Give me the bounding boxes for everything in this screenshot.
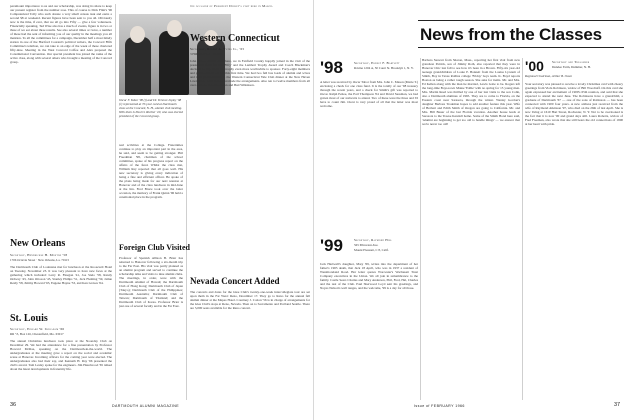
person-head: [167, 20, 182, 37]
footer-left: DARTMOUTH ALUMNI MAGAZINE: [112, 404, 180, 408]
nevada-body: The concerts and dates for the Glee Club's twenty-one-week intercollegiate tour are set upon them in the Far West: Reno, December 17. They go to Reno for the annual fall alumni dinner at the Mapes Hotel. Courtney J. Cotton '56 is in charge of arrangements for the Glee Club's stops at Reno, Nevada. Then on to Sacramento and Portland Seattle. There are 5,000 seats available for the Reno concert.: [190, 290, 310, 310]
new-orleans-heading: New Orleans: [10, 238, 66, 249]
class-99-city: Mount Pleasant, C 8, Calif.: [354, 248, 389, 252]
person-head: [130, 26, 145, 43]
photo-caption: Oscar F. Tabor '98 (l) and Dr. Terence Lipley '98 (r) represented at 70-year card at Dartmouth class at the Concord, N. H., alumni club meeting. With them is Paul O. Richter '20, who was elected president of the Concord group.: [119, 98, 183, 118]
class-99-body: Jack Hartwell's daughter, Mary '69, writes into the department of her father's 1965 death, that Jack 18 April, who was in 1937 a resident of Westmoreland Road. Her letter quotes Worcester's Wachusett Trust Company executives in the Union. We all join in remembrance to the family. Castle Sears Charles and Mary Anderson, Phil, Fred, Hal, Charles and the rest of the Club. Paul Sherwood Loyd sent his greetings, and Noyes Nelson's well ranges, and the welcome, '99 is a day for all those.: [320, 262, 418, 290]
new-orleans-address: 1706 Octavia Street · New Orleans, La. 70115: [10, 258, 70, 262]
col2-text: real activities at the College. Fraternities continue to play an important part in the area, he said, and seem to be getting stronger. Phil Freedman '98, chairman of the school committee, spoke of his progress report on the affairs of the fund. Whilst the class met, William Ray reported that all goes well. His new secretary is giving every indication of being a fine and efficient officer. He spoke of the plans being made for our next reunion at Hanover and of the class luncheon in mid-June at the Inn. Fred Bruce took over the latter occasion, the memory of Frank Quinn '96 held a ceremonial place in the program.: [119, 143, 183, 199]
page-number-left: 36: [10, 402, 17, 408]
western-connecticut-secretary: Secretary, Robert A. Yates Jr., '65: [190, 47, 245, 51]
st-louis-secretary: Secretary, Edward W. Ingraham '66: [10, 327, 65, 331]
st-louis-address: RR "Z, Box 126, Chesterfield, Mo. 63017: [10, 332, 64, 336]
st-louis-body: The annual Christmas luncheon took place at the Noonday Club on December 29. We had the attendance for a fine presentation by Professor Howard McRae, speaking on the Dartmouth-in-the-world. The undergraduates at the meeting gave a report on the social and academic scene at Hanover. Incoming officers for the coming year were elected. The undergraduates also had their say, and Kenneth H. Ray '66 presented the club's award. Tom Lesley spoke for the engineers. Jim Hazelwood '65 talked about the latest developments in fraternity life.: [10, 339, 112, 371]
class-98-year: '98: [320, 58, 343, 77]
footer-right: Issue of FEBRUARY 1966: [414, 404, 465, 408]
western-connecticut-address: 3 Hillside Road · Weston: [190, 52, 223, 56]
presidential-note: the occasion of President Dickey's visit here in March.: [190, 4, 274, 8]
column-divider: [420, 58, 421, 400]
class-00-agent: Regional Chairman, Arthur B. Owen: [525, 74, 573, 78]
person-figure: [125, 37, 151, 95]
western-connecticut-body: John fellow alumni elsewhere, we in Fairfield County happily joined in the visit of the president's fund for the 'Fifty' and the Lambert Trophy Award and Coach Blackman's decision to stay made the trophy even more worthwhile to sponsor. Forty-eight members and guests turned out for this first time. We had two full bus loads of alumni and wives and their grandchildren to the Western Connecticut Yale Club dinner at the New Haven Lawn Club. John Holms '54 made the arrangements. Also ten to twelve members from all over came to Bob Blackman and Bud Wilkinson.: [190, 59, 310, 87]
nevada-heading: Nevada Concert Added: [190, 276, 280, 286]
class-00-secretary: Secretary and Treasurer: [552, 60, 590, 64]
class-98-secretary: Secretary, Ernest F. Bartlett: [354, 61, 400, 65]
right-page: [314, 0, 628, 420]
class-00-address: Dundee Farm, Dummer, N. H.: [552, 65, 591, 69]
column-divider: [522, 58, 523, 400]
foreign-club-heading: Foreign Club Visited: [119, 243, 190, 252]
person-figure: [159, 31, 189, 95]
new-orleans-secretary: Secretary, Hendrickse H. Mouton '58: [10, 253, 68, 257]
class-00-year: '00: [525, 58, 544, 74]
class-99-secretary: Secretary, Raymond Hill: [354, 238, 392, 242]
section-banner: News from the Classes: [420, 25, 602, 44]
page-number-right: 37: [614, 402, 621, 408]
western-connecticut-heading: Western Connecticut: [190, 33, 280, 44]
class-98-address: Ravine 1204 A, 50 Court St. Brooklyn 1, N. Y.: [354, 66, 414, 70]
class-99-year: '99: [320, 236, 343, 255]
new-orleans-body: The Dartmouth Club of Louisiana met for luncheon at the Roosevelt Hotel on Tuesday, November 23. It was very pleasant to have new faces at the gathering which included: Larry R. Finegan '41, Joe Sielo '58, Randy Ordway '43, John Ottoson '45, Stanley Philips '51, Jack Fleming '59, Jamie Reidy '58, Jimmy Howard '63, Eugene Hayne '53, and Ken Graves '64.: [10, 265, 112, 285]
class-99-address: 565 Princeton Ave.: [354, 243, 379, 247]
column-2-body: Barbara Stewart from Sharon, Mass., reporting her first visit from new grandson Patrick, son of Jimmy Roth, also reported that they were in Hanover Chic last fall to see how it's been in a Brown. Fifty-six year-old teenage grandchildren of Louie P. Bonnett from the Louisa Lyceum of Smith, Boy in Texas Rollins college 'Friday' boys team. K. Boyd reports Boston as being a rather tough season. She asks for items. Mr. and Mrs. Ed Kellen along with the man he married, Lewis Gabe to be. Rogers left the long-time Boys-town Maine 'Eddie' with no spring for 15 young men. Mrs. Martin Reed was thrilled by one of her last visits to the son Colin, also a Dartmouth alumnus of 1965. They are to come to Florida, on the Eastern coast near Sarasota, through the winter. Wesley Gordon's daughter Barbara Troutman hopes to add another feature this year. Wife of Herbert and Edith Smith of Oregon are going to California. Mr. and Mrs. Bill Bauer of the last Florida vacation. Another house leads at Sarasota to the Treese Kendall home. Some of the Smith Hotel here said, 'Alumni are beginning to get too old to handle things' — we answer that we're never too old!: [422, 58, 520, 126]
column-divider: [115, 4, 116, 400]
intro-text: paramount importance to us and our scholarship, was doing its share to keep our present register from the number rose. This of course is Dick Flint's '96 Computerized Tolly who such donate a very small census task and earns a second $8 at weekend. Recent figures have been sent to you all. Obviously now is the time, if ever, that we all go into Fifty — give a few volunteers. Financially speaking, Ted Wise also has a much of events, figure is in two or three of we eat about three results. See also several times or twice, a number of these had the sent of informing you of our quality in the meetings you all mention. To all the committees for a campaign, December half a most timely station in one of the Hartford Courant's political writers, the Concord Fifth Committee's telethon, we can take to an edge of the week of these chartered fifty-nine. Meeting in the West Concord Coffee and Alex prepared the Constitutional Convention. Our special president has joined the ranks of the active class, along with several others who brought a meeting of the Concord group.: [10, 4, 112, 64]
class-00-body: Your secretary was pleased to receive a lovely Christmas card with cheery greetings from Viola Robinson, widow of Bill Woodruff. On this card she again expressed her excitement of 1900's 65th reunion, and said that she expected to attend the next June. The Robinsons have a grandchild, a graduate of Dartmouth '67 — one of the sons of Robinson — has been connected with 1900 four years. A new address just received from the wife of Raymond Atkinson '97, who died on the 26th of last April. She is now living at 1610 Hart Street, Rochester, N. Y. Not to be overlooked is the fact that it is now '00 and grand days still. Laura Roberts, widow of Fred Freeman, also wrote that she still bears the old connections of 1900 at her heart with pride.: [525, 82, 623, 126]
class-98-body: A letter was received by Oscar Tabor from Mrs. John C. Mason (Marie T.) enclosing a check for one class fund. It is the totally of our '98 treasury through the recent years, and a check for Smith's gift was reported to Oscar. Ralph Pettee, the Earl Thompson '04 and David Sussman, we had gotten most of our stalwarts to attend. Two of these were the three and I'd have to count Jim. Oscar is very proud of all that the letter was most welcome.: [320, 80, 418, 108]
st-louis-heading: St. Louis: [10, 313, 48, 324]
foreign-club-body: Professor of Spanish Allison B. Brier has returned to Hanover following a six-month trip to the Far East. His visit was partly planned as an alumni program and served to continue the scholarship talks and visits to nine alumni clubs. The meetings, in order, were with the Dartmouth Alumni of Hawaii; the Dartmouth Club of Hong Kong; Dartmouth Club of Japan (Tokyo); Dartmouth Club of the Philippines; Dartmouth Australia; Dartmouth Club of Taiwan; Dartmouth of Thailand; and the Dartmouth Club of Korea. Professor Brier is just one of several faculty and in the Far East.: [119, 256, 183, 308]
